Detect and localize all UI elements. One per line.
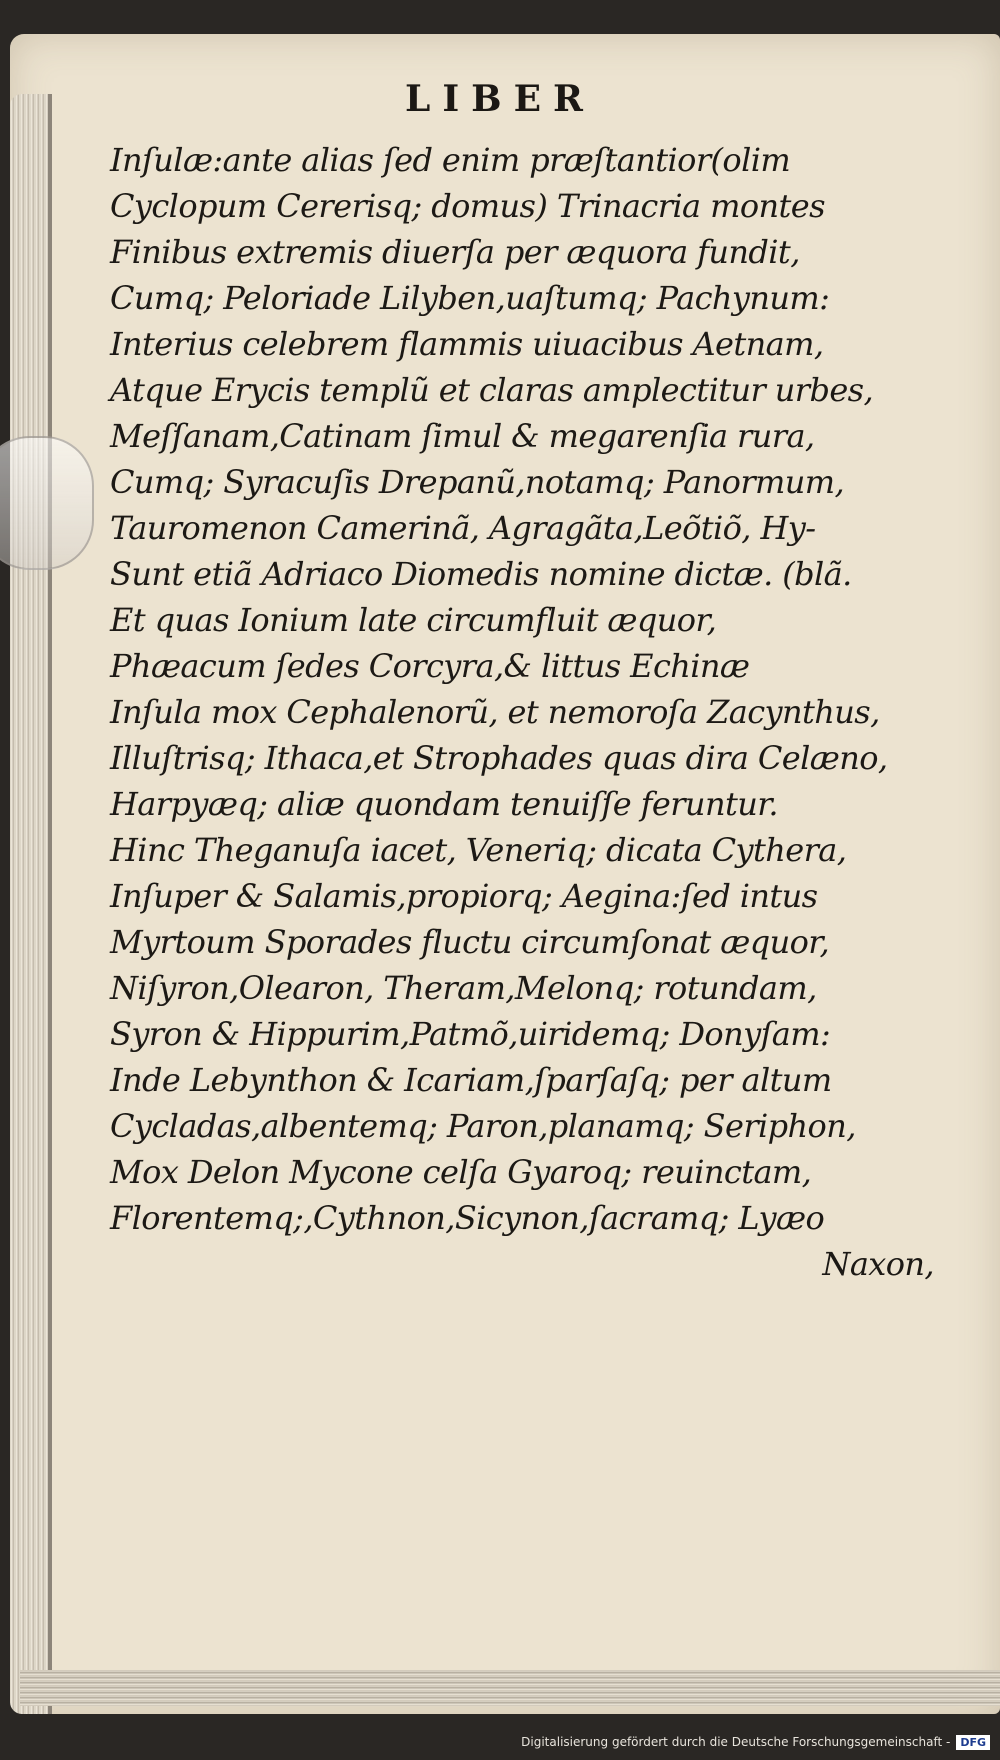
verse-line: Mox Delon Mycone celſa Gyaroq; reuinctam, — [110, 1153, 812, 1191]
dfg-logo: DFG — [956, 1735, 990, 1750]
verse-line: Myrtoum Sporades fluctu circumſonat æquor, — [110, 923, 830, 961]
credit-text: Digitalisierung gefördert durch die Deutsche Forschungsgemeinschaft - — [521, 1735, 951, 1749]
verse-line: Finibus extremis diuerſa per æquora fundit, — [110, 233, 800, 271]
verse-line: Niſyron,Olearon, Theram,Melonq; rotundam, — [110, 969, 817, 1007]
verse-line: Harpyæq; aliæ quondam tenuiſſe feruntur. — [110, 785, 778, 823]
verse-line: Cyclopum Cererisq; domus) Trinacria montes — [110, 187, 825, 225]
verse-line: Cumq; Syracuſis Drepanũ,notamq; Panormum, — [110, 463, 845, 501]
page-edges — [10, 94, 48, 1714]
verse-line: Sunt etiã Adriaco Diomedis nomine dictæ. (blã. — [110, 555, 852, 593]
verse-line: Phæacum ſedes Corcyra,& littus Echinæ — [110, 647, 750, 685]
catchword: Naxon, — [822, 1245, 934, 1283]
bottom-page-edges — [20, 1670, 1000, 1706]
digitization-credit — [521, 1728, 990, 1756]
verse-line: Hinc Theganuſa iacet, Veneriq; dicata Cythera, — [110, 831, 847, 869]
verse-line: Interius celebrem flammis uiuacibus Aetnam, — [110, 325, 824, 363]
verse-line: Syron & Hippurim,Patmõ,uiridemq; Donyſam: — [110, 1015, 831, 1053]
verse-line: Tauromenon Camerinã, Agragãta,Leõtiõ, Hy- — [110, 509, 816, 547]
verse-line: Cumq; Peloriade Lilyben,uaſtumq; Pachynum: — [110, 279, 830, 317]
verse-line: Inſuper & Salamis,propiorq; Aegina:ſed intus — [110, 877, 818, 915]
verse-line: Et quas Ionium late circumfluit æquor, — [110, 601, 717, 639]
verse-line: Atque Erycis templũ et claras amplectitur urbes, — [110, 371, 874, 409]
verse-text-block — [110, 137, 940, 1287]
verse-line: Inſulæ:ante alias ſed enim præſtantior(olim — [110, 141, 791, 179]
verse-line: Cycladas,albentemq; Paron,planamq; Seriphon, — [110, 1107, 856, 1145]
page-clip — [0, 436, 94, 570]
verse-line: Florentemq;,Cythnon,Sicynon,ſacramq; Lyæo — [110, 1199, 825, 1237]
verse-line: Inde Lebynthon & Icariam,ſparſaſq; per altum — [110, 1061, 832, 1099]
verse-line: Inſula mox Cephalenorũ, et nemoroſa Zacynthus, — [110, 693, 880, 731]
page-gutter — [48, 94, 52, 1714]
verse-line: Illuſtrisq; Ithaca,et Strophades quas dira Celæno, — [110, 739, 888, 777]
verse-line: Meſſanam,Catinam ſimul & megarenſia rura, — [110, 417, 815, 455]
running-title: LIBER — [405, 78, 595, 120]
